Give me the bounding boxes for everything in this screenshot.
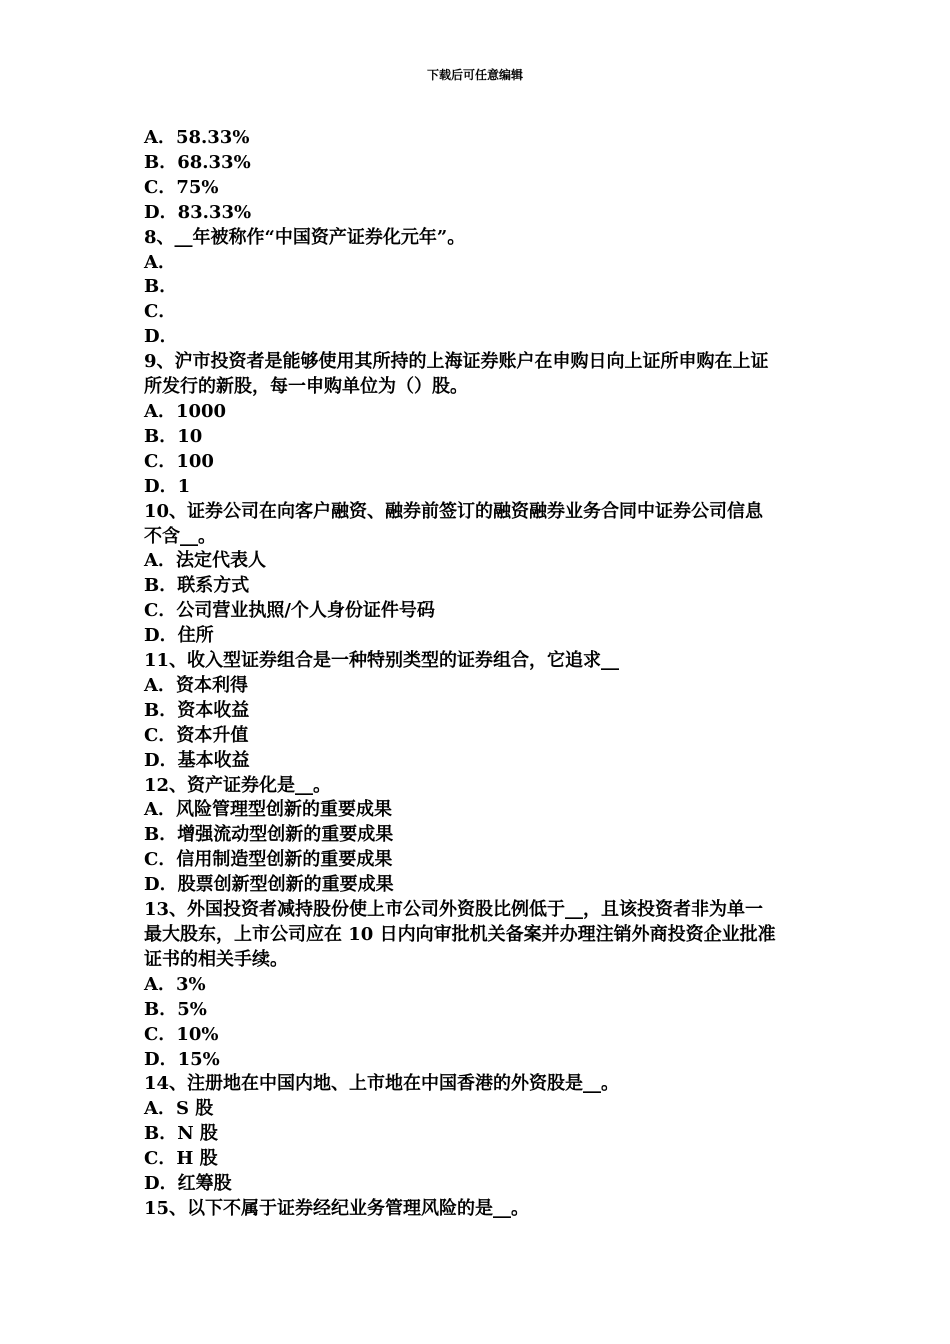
question-14: 14、注册地在中国内地、上市地在中国香港的外资股是__。: [144, 1073, 620, 1095]
question-10: 10、证券公司在向客户融资、融券前签订的融资融券业务合同中证券公司信息: [144, 500, 764, 522]
option-c: C．10%: [144, 1023, 219, 1045]
question-8: 8、__年被称作“中国资产证券化元年”。: [144, 226, 466, 248]
document-body: [144, 126, 814, 1222]
question-13-continued: 证书的相关手续。: [144, 948, 288, 970]
option-d: D．1: [144, 475, 191, 497]
option-a: A．1000: [144, 400, 227, 422]
question-11: 11、收入型证券组合是一种特别类型的证券组合，它追求__: [144, 650, 620, 672]
option-b: B．增强流动型创新的重要成果: [144, 824, 394, 846]
question-15: 15、以下不属于证券经纪业务管理风险的是__。: [144, 1197, 530, 1219]
option-c: C．公司营业执照/个人身份证件号码: [144, 600, 435, 622]
option-d: D．83.33%: [144, 201, 252, 223]
option-b: B．联系方式: [144, 575, 250, 597]
option-a: A．: [144, 251, 176, 273]
option-d: D．: [144, 326, 178, 348]
option-b: B．68.33%: [144, 151, 251, 173]
option-d: D．股票创新型创新的重要成果: [144, 874, 394, 896]
question-13: 13、外国投资者减持股份使上市公司外资股比例低于__，且该投资者非为单一: [144, 899, 764, 921]
option-b: B．5%: [144, 998, 207, 1020]
option-a: A．3%: [144, 973, 206, 995]
option-b: B．资本收益: [144, 699, 250, 721]
option-c: C．H 股: [144, 1148, 218, 1170]
question-10-continued: 不含__。: [144, 525, 216, 547]
option-c: C．: [144, 301, 177, 323]
option-a: A．58.33%: [144, 127, 250, 148]
question-12: 12、资产证券化是__。: [144, 774, 332, 796]
option-d: D．红筹股: [144, 1173, 232, 1195]
option-c: C．100: [144, 450, 214, 472]
question-9: 9、沪市投资者是能够使用其所持的上海证券账户在申购日向上证所申购在上证: [144, 351, 769, 373]
option-d: D．15%: [144, 1048, 220, 1070]
option-a: A．资本利得: [144, 674, 248, 696]
option-d: D．住所: [144, 625, 214, 647]
question-9-continued: 所发行的新股，每一申购单位为（）股。: [144, 376, 468, 398]
option-b: B．: [144, 276, 178, 298]
option-c: C．75%: [144, 176, 219, 198]
option-a: A．法定代表人: [144, 550, 266, 572]
option-d: D．基本收益: [144, 749, 250, 771]
option-a: A．风险管理型创新的重要成果: [144, 799, 392, 821]
option-b: B．10: [144, 425, 203, 447]
question-13-continued: 最大股东，上市公司应在 10 日内向审批机关备案并办理注销外商投资企业批准: [144, 924, 776, 945]
option-c: C．信用制造型创新的重要成果: [144, 849, 393, 871]
option-a: A．S 股: [144, 1098, 214, 1120]
option-c: C．资本升值: [144, 724, 249, 746]
option-b: B．N 股: [144, 1123, 218, 1145]
page-header: 下载后可任意编辑: [426, 68, 523, 82]
